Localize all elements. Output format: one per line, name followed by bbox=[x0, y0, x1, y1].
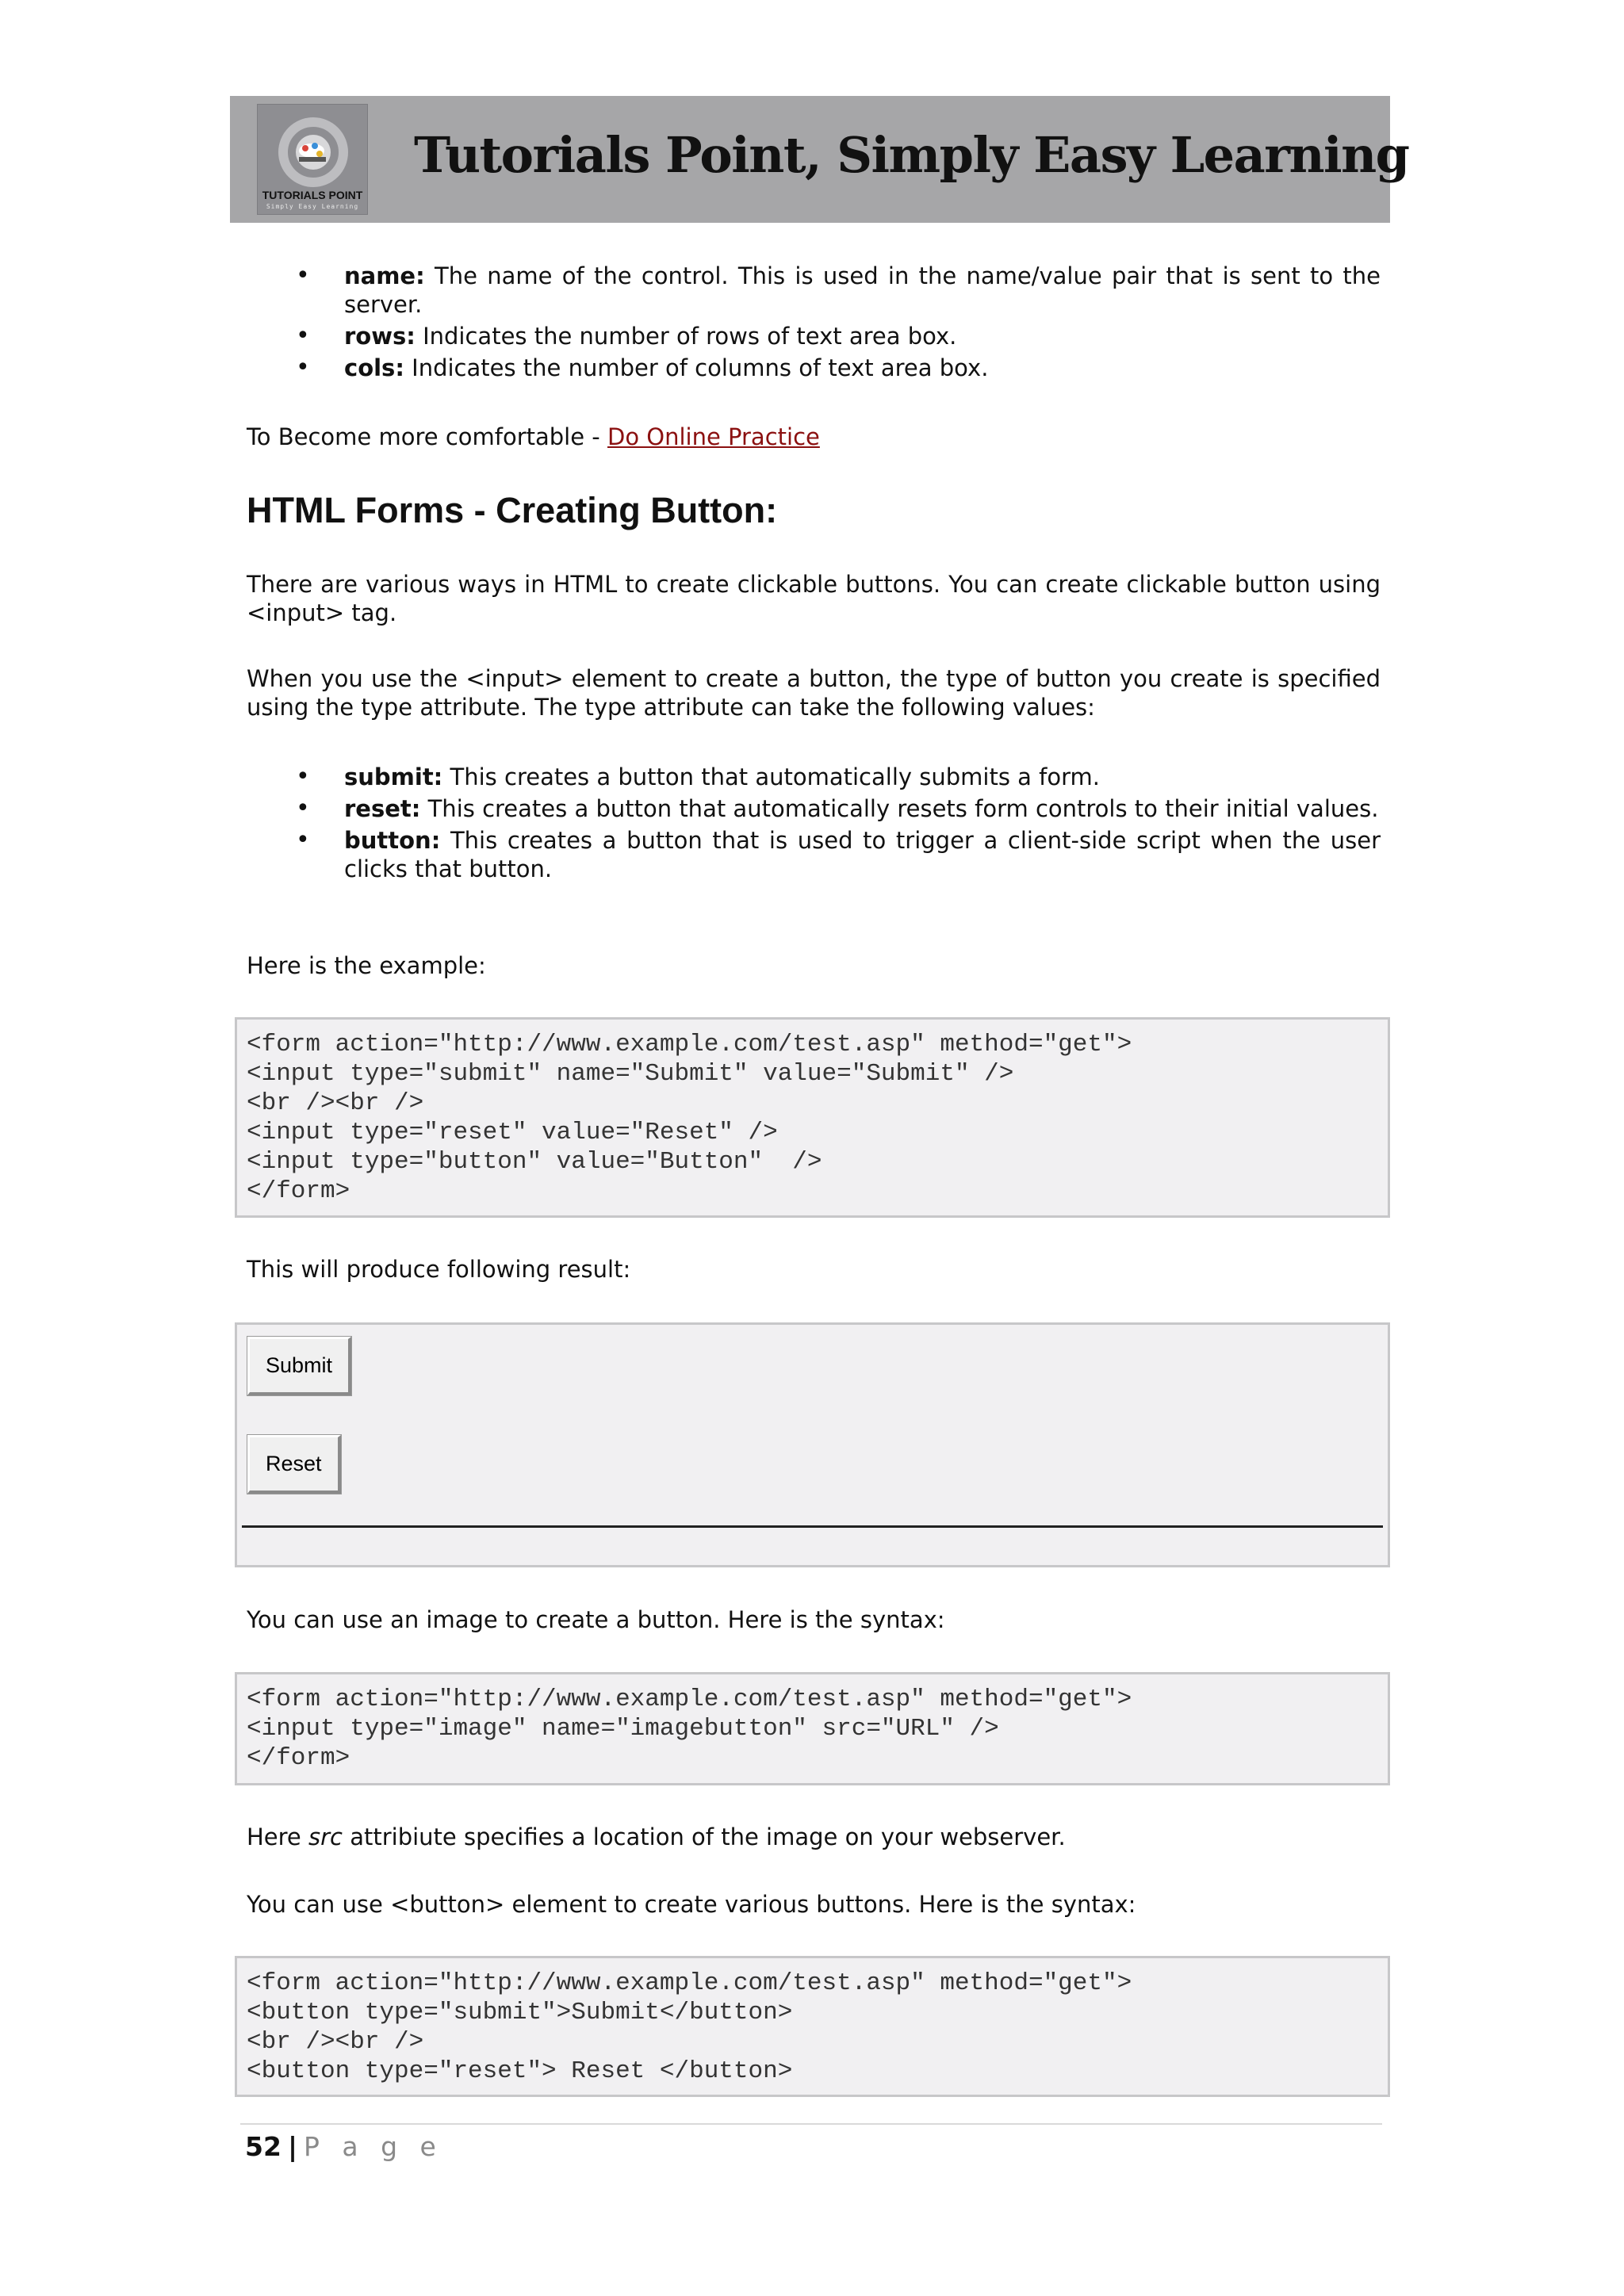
list-term: reset: bbox=[344, 795, 421, 822]
button-paragraph: You can use <button> element to create various buttons. Here is the syntax: bbox=[247, 1891, 1136, 1918]
list-term: submit: bbox=[344, 763, 443, 790]
page-footer bbox=[245, 2131, 443, 2162]
bullet-icon: • bbox=[296, 763, 310, 790]
src-note bbox=[247, 1823, 1381, 1851]
src-note-text: attribiute specifies a location of the image on your webserver. bbox=[342, 1823, 1066, 1850]
list-desc: The name of the control. This is used in the name/value pair that is sent to the server. bbox=[344, 262, 1381, 318]
code-line: <button type="submit">Submit</button> bbox=[247, 1999, 793, 2026]
code-line: <br /><br /> bbox=[247, 2028, 424, 2056]
code-block-image bbox=[235, 1672, 1390, 1785]
reset-button[interactable]: Reset bbox=[247, 1435, 341, 1494]
code-line: <br /><br /> bbox=[247, 1089, 424, 1117]
list-desc: This creates a button that automatically resets form controls to their initial values. bbox=[427, 795, 1379, 822]
list-term: cols: bbox=[344, 354, 404, 381]
tutorials-point-logo bbox=[257, 104, 368, 215]
attributes-list bbox=[247, 262, 1381, 385]
code-line: <input type="reset" value="Reset" /> bbox=[247, 1119, 778, 1146]
code-listing bbox=[237, 1020, 1388, 1206]
footer-divider bbox=[240, 2123, 1382, 2125]
page-number: 52 bbox=[245, 2131, 282, 2162]
submit-button[interactable]: Submit bbox=[247, 1337, 351, 1395]
code-line: <form action="http://www.example.com/test.asp" method="get"> bbox=[247, 1686, 1132, 1713]
list-item bbox=[247, 794, 1381, 823]
code-block-buttons bbox=[235, 1017, 1390, 1218]
type-paragraph: When you use the <input> element to create a button, the type of button you create is specified using the type attribute. The type attribute can take the following values: bbox=[247, 665, 1381, 721]
bullet-icon: • bbox=[296, 322, 310, 350]
logo-text: TUTORIALS POINT bbox=[262, 189, 363, 201]
code-line: <input type="image" name="imagebutton" src="URL" /> bbox=[247, 1715, 999, 1743]
code-block-button-element bbox=[235, 1956, 1390, 2097]
list-term: rows: bbox=[344, 323, 416, 350]
code-line: <button type="reset"> Reset </button> bbox=[247, 2057, 793, 2085]
list-term: name: bbox=[344, 262, 425, 289]
code-listing bbox=[237, 1674, 1388, 1773]
online-practice-link[interactable]: Do Online Practice bbox=[607, 423, 820, 450]
list-item bbox=[247, 322, 1381, 350]
list-item bbox=[247, 763, 1381, 791]
header-banner bbox=[230, 96, 1409, 223]
code-line: <input type="button" value="Button" /> bbox=[247, 1148, 822, 1176]
code-line: <input type="submit" name="Submit" value="Submit" /> bbox=[247, 1060, 1014, 1088]
button-types-list bbox=[247, 763, 1381, 886]
result-preview bbox=[235, 1322, 1390, 1567]
code-line: <form action="http://www.example.com/test.asp" method="get"> bbox=[247, 1969, 1132, 1997]
page-word: P a g e bbox=[304, 2131, 443, 2162]
list-desc: Indicates the number of columns of text area box. bbox=[412, 354, 989, 381]
horizontal-rule bbox=[242, 1525, 1383, 1528]
code-listing bbox=[237, 1958, 1388, 2086]
code-line: <form action="http://www.example.com/test.asp" method="get"> bbox=[247, 1031, 1132, 1058]
src-term: src bbox=[308, 1823, 343, 1850]
code-line: </form> bbox=[247, 1744, 350, 1772]
list-desc: This creates a button that is used to trigger a client-side script when the user clicks that button. bbox=[344, 827, 1381, 882]
bullet-icon: • bbox=[296, 354, 310, 381]
image-paragraph: You can use an image to create a button. Here is the syntax: bbox=[247, 1606, 945, 1633]
practice-prefix: To Become more comfortable - bbox=[247, 423, 607, 450]
list-item bbox=[247, 354, 1381, 382]
example-label: Here is the example: bbox=[247, 952, 486, 979]
practice-line bbox=[247, 423, 1381, 451]
logo-tagline: Simply Easy Learning bbox=[266, 203, 359, 210]
bullet-icon: • bbox=[296, 262, 310, 289]
bullet-icon: • bbox=[296, 826, 310, 854]
result-label: This will produce following result: bbox=[247, 1256, 631, 1283]
bullet-icon: • bbox=[296, 794, 310, 822]
list-desc: Indicates the number of rows of text area box. bbox=[423, 323, 957, 350]
list-desc: This creates a button that automatically submits a form. bbox=[450, 763, 1100, 790]
section-title: HTML Forms - Creating Button: bbox=[247, 490, 778, 530]
src-note-text: Here bbox=[247, 1823, 308, 1850]
list-item bbox=[247, 826, 1381, 883]
page-header-title: Tutorials Point, Simply Easy Learning bbox=[414, 126, 1409, 184]
list-term: button: bbox=[344, 827, 441, 854]
list-item bbox=[247, 262, 1381, 319]
footer-separator: | bbox=[287, 2131, 297, 2162]
intro-paragraph: There are various ways in HTML to create clickable buttons. You can create clickable button using <input> tag. bbox=[247, 571, 1381, 626]
code-line: </form> bbox=[247, 1177, 350, 1205]
